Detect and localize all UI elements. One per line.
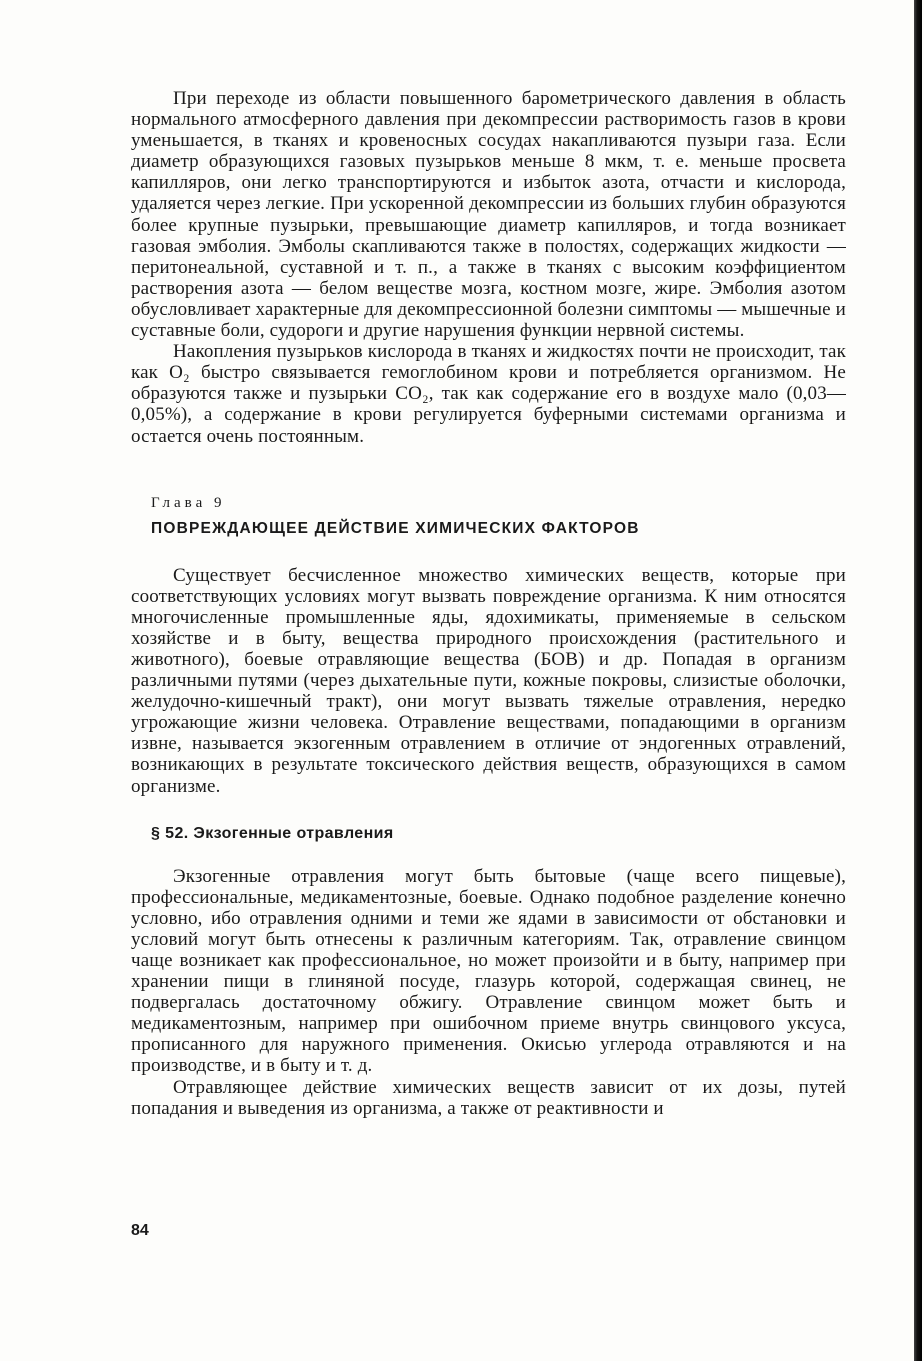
- page-number: 84: [131, 1222, 149, 1239]
- paragraph-exogenous-types: Экзогенные отравления могут быть бытовые (чаще всего пищевые), профессиональные, медикаментозные, боевые. Однако подобное разделение конечно условно, ибо отравления одними и теми же ядами в зависимости от обстановки и условий могут быть отнесены к различным категориям. Так, отравление свинцом чаще возникает как профессиональное, но может произойти и в быту, например при хранении пищи в глиняной посуде, глазурь которой, содержащая свинец, не подвергалась достаточному обжигу. Отравление свинцом может быть и медикаментозным, например при ошибочном приеме внутрь свинцового уксуса, прописанного для наружного применения. Окисью углерода отравляются и на производстве, и в быту и т. д.: [131, 865, 846, 1077]
- chapter-label: Глава 9: [151, 494, 226, 511]
- paragraph-decompression: При переходе из области повышенного барометрического давления в область нормального атмосферного давления при декомпрессии растворимость газов в крови уменьшается, в тканях и кровеносных сосудах накапливаются пузыри газа. Если диаметр образующихся газовых пузырьков меньше 8 мкм, т. е. меньше просвета капилляров, они легко транспортируются и избыток азота, отчасти и кислорода, удаляется через легкие. При ускоренной декомпрессии из больших глубин образуются более крупные пузырьки, превышающие диаметр капилляров, и тогда возникает газовая эмболия. Эмболы скапливаются также в полостях, содержащих жидкости — перитонеальной, суставной и т. п., а также в тканях с высоким коэффициентом растворения азота — белом веществе мозга, костном мозге, жире. Эмболия азотом обусловливает характерные для декомпрессионной болезни симптомы — мышечные и суставные боли, судороги и другие нарушения функции нервной системы.: [131, 88, 846, 342]
- page-body: [131, 88, 846, 1119]
- paragraph-toxic-action: Отравляющее действие химических веществ зависит от их дозы, путей попадания и выведения из организма, а также от реактивности и: [131, 1076, 846, 1119]
- paragraph-oxygen-bubbles: Накопления пузырьков кислорода в тканях и жидкостях почти не происходит, так как O₂ быстро связывается гемоглобином крови и потребляется организмом. Не образуются также и пузырьки CO₂, так как содержание его в воздухе мало (0,03—0,05%), а содержание в крови регулируется буферными системами организма и остается очень постоянным.: [131, 341, 846, 447]
- paragraph-chapter-intro: Существует бесчисленное множество химических веществ, которые при соответствующих условиях могут вызвать повреждение организма. К ним относятся многочисленные промышленные яды, ядохимикаты, применяемые в сельском хозяйстве и в быту, вещества природного происхождения (растительного и животного), боевые отравляющие вещества (БОВ) и др. Попадая в организм различными путями (через дыхательные пути, кожные покровы, слизистые оболочки, желудочно-кишечный тракт), они могут вызвать тяжелые отравления, нередко угрожающие жизни человека. Отравление веществами, попадающими в организм извне, называется экзогенным отравлением в отличие от эндогенных отравлений, возникающих в результате токсического действия веществ, образующихся в самом организме.: [131, 564, 846, 797]
- section-title: § 52. Экзогенные отравления: [151, 824, 394, 842]
- page-edge-line: [914, 0, 922, 1361]
- chapter-title: ПОВРЕЖДАЮЩЕЕ ДЕЙСТВИЕ ХИМИЧЕСКИХ ФАКТОРОВ: [151, 519, 640, 537]
